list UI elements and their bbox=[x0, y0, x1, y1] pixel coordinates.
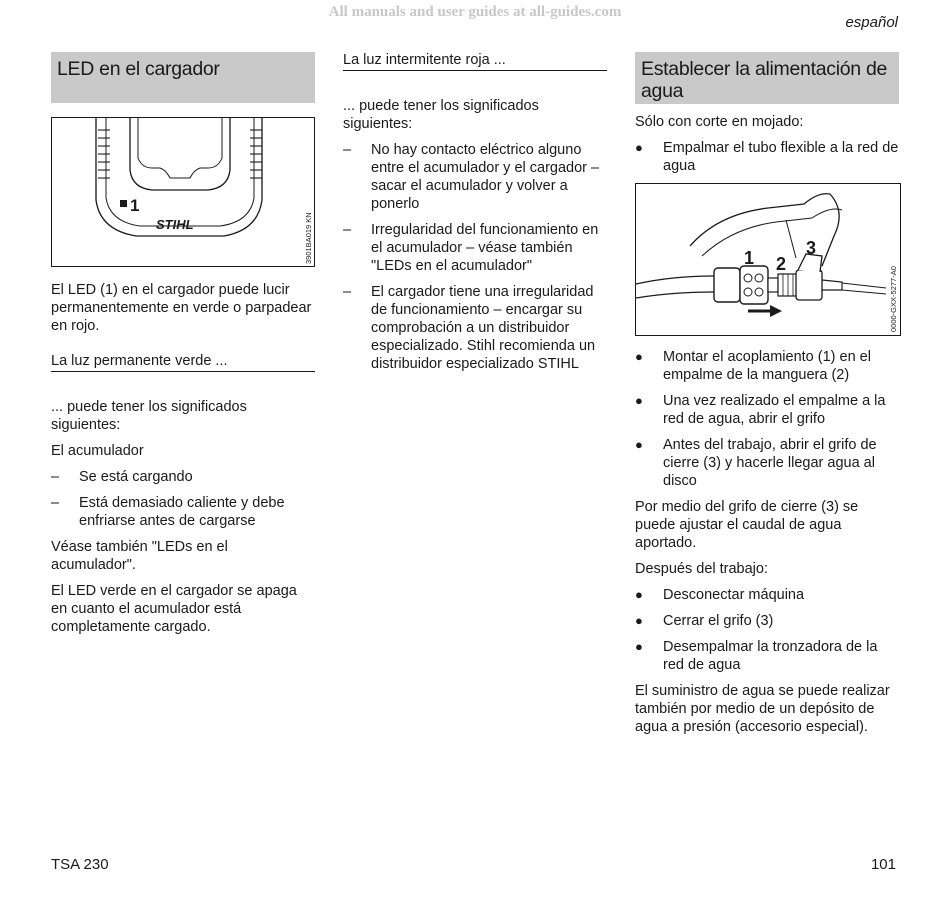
list-item: – No hay contacto eléctrico alguno entre el acumulador y el cargador – sacar el acumulador y volver a ponerlo bbox=[343, 141, 607, 213]
figure-callout-3: 3 bbox=[806, 238, 817, 258]
adjust-flow-text: Por medio del grifo de cierre (3) se puede ajustar el caudal de agua aportado. bbox=[635, 499, 859, 551]
stihl-logo: STIHL bbox=[156, 217, 194, 232]
figure-callout-1: 1 bbox=[130, 196, 140, 215]
coupling-steps-list bbox=[635, 348, 899, 490]
led-indicator bbox=[120, 200, 127, 207]
led-intro-text: El LED (1) en el cargador puede lucir permanentemente en verde o parpadear en rojo. bbox=[51, 282, 312, 334]
after-work-label: Después del trabajo: bbox=[635, 561, 768, 577]
figure-callout-2: 2 bbox=[776, 254, 787, 274]
heading-water-supply: Establecer la alimentación de agua bbox=[635, 52, 899, 104]
green-off-note: El LED verde en el cargador se apaga en cuanto el acumulador está completamente cargado. bbox=[51, 583, 297, 635]
green-list bbox=[51, 468, 315, 530]
charger-figure bbox=[51, 117, 315, 267]
charger-illustration bbox=[52, 118, 302, 265]
subheading-green: La luz permanente verde ... bbox=[51, 353, 315, 372]
red-list bbox=[343, 141, 607, 373]
language-label: español bbox=[845, 14, 898, 31]
column-red-blink bbox=[343, 52, 607, 381]
list-item: ● Antes del trabajo, abrir el grifo de cierre (3) y hacerle llegar agua al disco bbox=[635, 436, 899, 490]
subheading-red: La luz intermitente roja ... bbox=[343, 52, 607, 71]
wet-cut-intro: Sólo con corte en mojado: bbox=[635, 114, 804, 130]
connect-list bbox=[635, 139, 899, 175]
heading-led-charger: LED en el cargador bbox=[51, 52, 315, 103]
figure-code: 3901BA019 KN bbox=[304, 212, 313, 264]
after-work-list bbox=[635, 586, 899, 674]
list-item: ● Cerrar el grifo (3) bbox=[635, 612, 899, 630]
column-water-supply bbox=[635, 52, 899, 744]
list-item: ● Una vez realizado el empalme a la red de agua, abrir el grifo bbox=[635, 392, 899, 428]
list-item: – Está demasiado caliente y debe enfriarse antes de cargarse bbox=[51, 494, 315, 530]
list-item: ● Desempalmar la tronzadora de la red de agua bbox=[635, 638, 899, 674]
list-item: ● Montar el acoplamiento (1) en el empalme de la manguera (2) bbox=[635, 348, 899, 384]
battery-label: El acumulador bbox=[51, 443, 144, 459]
figure-code: 0000-GXX-5277-A0 bbox=[889, 266, 898, 332]
list-item: ● Empalmar el tubo flexible a la red de agua bbox=[635, 139, 899, 175]
column-led-charger bbox=[51, 52, 315, 644]
arrow-right-icon bbox=[770, 305, 782, 317]
green-meaning-text: ... puede tener los significados siguientes: bbox=[51, 399, 247, 433]
water-coupling-figure bbox=[635, 183, 901, 336]
figure-callout-1: 1 bbox=[744, 248, 755, 268]
list-item: – Irregularidad del funcionamiento en el acumulador – véase también "LEDs en el acumulador" bbox=[343, 221, 607, 275]
see-also-text: Véase también "LEDs en el acumulador". bbox=[51, 539, 228, 573]
pressure-tank-note: El suministro de agua se puede realizar también por medio de un depósito de agua a presión (accesorio especial). bbox=[635, 683, 890, 735]
list-item: ● Desconectar máquina bbox=[635, 586, 899, 604]
list-item: – El cargador tiene una irregularidad de funcionamiento – encargar su comprobación a un distribuidor especializado. Stihl recomienda un distribuidor especializado STIHL bbox=[343, 283, 607, 373]
footer-page-number: 101 bbox=[870, 856, 896, 873]
watermark: All manuals and user guides at all-guides.com bbox=[328, 4, 622, 20]
coupling-illustration bbox=[636, 184, 886, 334]
red-meaning-text: ... puede tener los significados siguientes: bbox=[343, 98, 539, 132]
list-item: – Se está cargando bbox=[51, 468, 315, 486]
footer-model: TSA 230 bbox=[51, 856, 109, 873]
